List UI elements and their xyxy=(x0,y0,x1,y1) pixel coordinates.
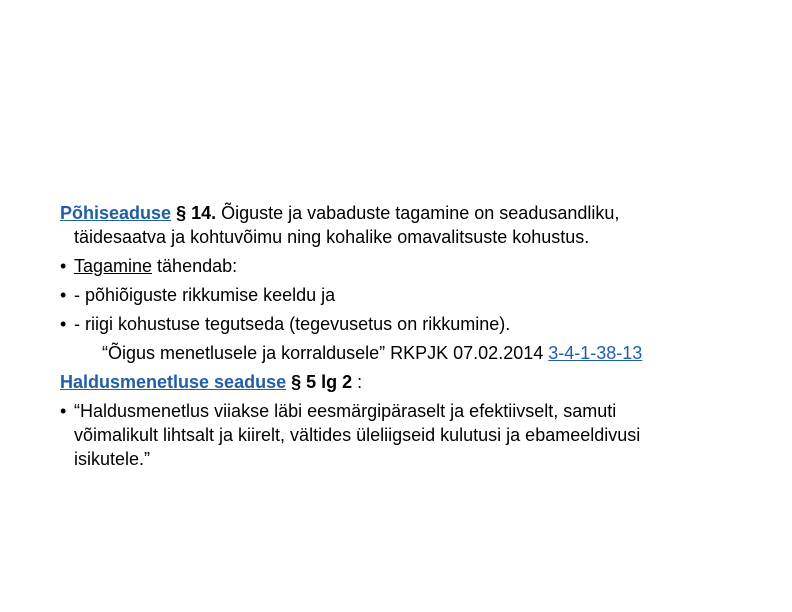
case-number-link[interactable]: 3-4-1-38-13 xyxy=(548,343,643,363)
bullet-glyph: • xyxy=(60,285,67,305)
admin-quote-line2: võimalikult lihtsalt ja kiirelt, vältides üleliigseid kulutusi ja ebameeldivusi xyxy=(74,425,641,445)
admin-procedure-section: § 5 lg 2 xyxy=(286,372,353,392)
guarantee-rest: tähendab: xyxy=(152,256,238,276)
bullet-item-prohibition xyxy=(60,283,760,307)
admin-procedure-colon: : xyxy=(352,372,363,392)
guarantee-term: Tagamine xyxy=(74,256,153,276)
court-citation xyxy=(60,341,760,365)
citation-text: “Õigus menetlusele ja korraldusele” RKPJK 07.02.2014 xyxy=(102,343,549,363)
bullet-item-guarantee xyxy=(60,254,760,278)
admin-procedure-link[interactable]: Haldusmenetluse seaduse xyxy=(60,372,287,392)
admin-quote-line3: isikutele.” xyxy=(74,449,151,469)
bullet-glyph: • xyxy=(60,314,67,334)
constitution-section: § 14. xyxy=(176,203,217,223)
constitution-text-line1: Õiguste ja vabaduste tagamine on seadusandliku, xyxy=(216,203,620,223)
admin-procedure-heading xyxy=(60,370,760,394)
bullet-item-duty xyxy=(60,312,760,336)
duty-text: - riigi kohustuse tegutseda (tegevusetus on rikkumine). xyxy=(74,314,511,334)
prohibition-text: - põhiõiguste rikkumise keeldu ja xyxy=(74,285,336,305)
constitution-text-line2: täidesaatva ja kohtuvõimu ning kohalike omavalitsuste kohustus. xyxy=(74,227,590,247)
bullet-item-admin-quote xyxy=(60,399,760,471)
admin-quote-line1: “Haldusmenetlus viiakse läbi eesmärgipäraselt ja efektiivselt, samuti xyxy=(74,401,617,421)
constitution-paragraph xyxy=(60,201,760,225)
constitution-link[interactable]: Põhiseaduse xyxy=(60,203,172,223)
slide-content xyxy=(60,201,760,471)
bullet-glyph: • xyxy=(60,256,67,276)
bullet-glyph: • xyxy=(60,401,67,421)
